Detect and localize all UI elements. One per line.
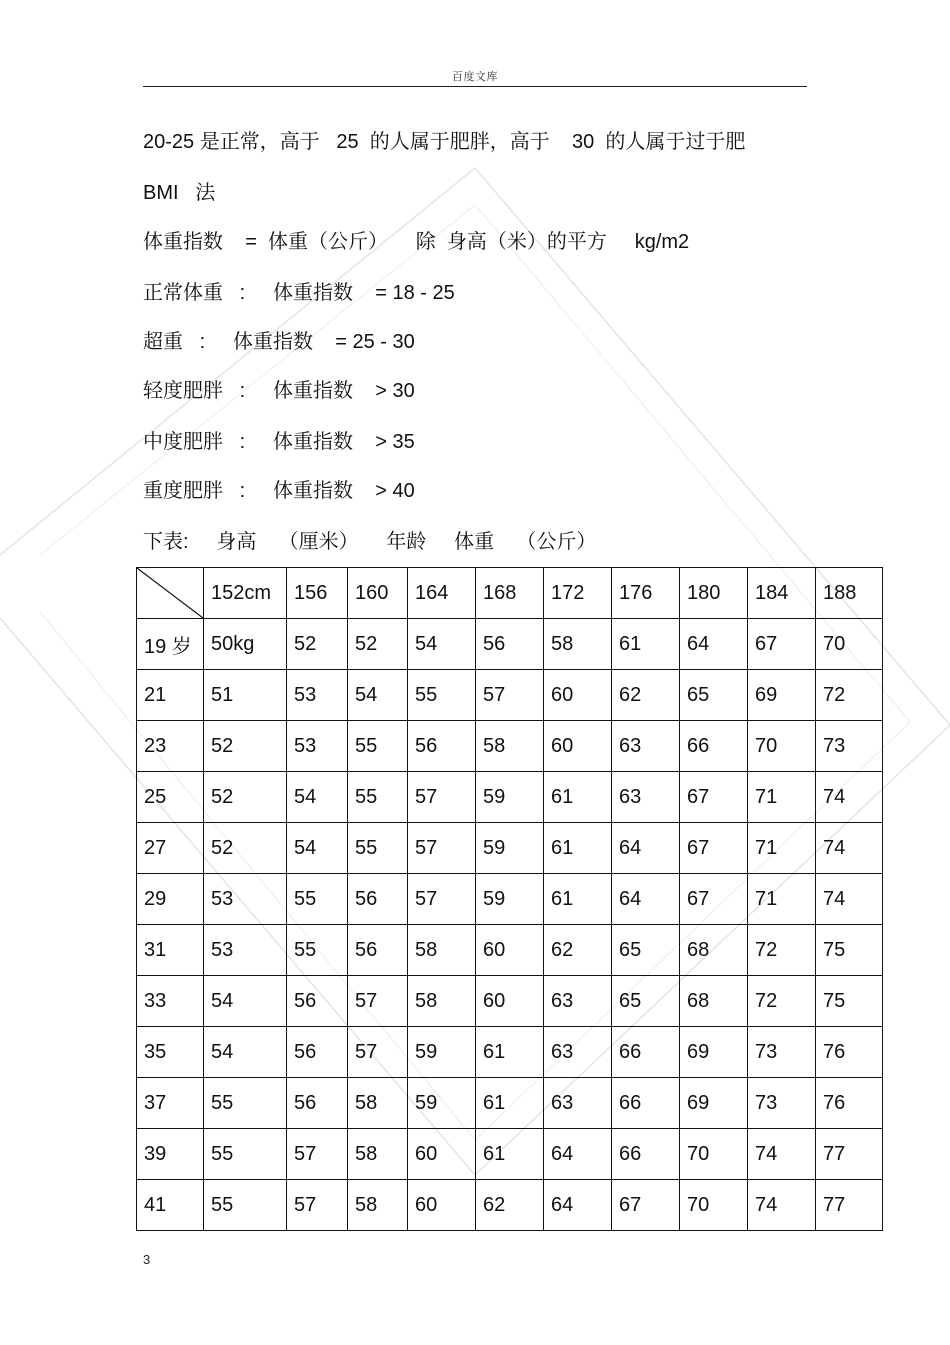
weight-cell: 60 <box>408 1129 476 1180</box>
weight-cell: 55 <box>204 1078 287 1129</box>
weight-cell: 66 <box>680 721 748 772</box>
weight-cell: 50kg <box>204 619 287 670</box>
weight-cell: 64 <box>544 1180 612 1231</box>
weight-cell: 65 <box>680 670 748 721</box>
table-row <box>137 670 883 721</box>
weight-cell: 58 <box>348 1078 408 1129</box>
weight-cell: 56 <box>476 619 544 670</box>
weight-cell: 54 <box>287 823 348 874</box>
weight-cell: 70 <box>680 1129 748 1180</box>
weight-cell: 57 <box>408 772 476 823</box>
weight-cell: 71 <box>748 823 816 874</box>
bmi-method-heading: BMI 法 <box>143 182 216 204</box>
weight-cell: 68 <box>680 925 748 976</box>
weight-cell: 63 <box>544 1078 612 1129</box>
table-row <box>137 1180 883 1231</box>
normal-weight-line: 正常体重 : 体重指数 = 18 - 25 <box>143 282 455 304</box>
weight-cell: 53 <box>204 874 287 925</box>
weight-cell: 76 <box>816 1027 883 1078</box>
weight-cell: 66 <box>612 1129 680 1180</box>
weight-cell: 51 <box>204 670 287 721</box>
height-header-cell: 180 <box>680 568 748 619</box>
weight-cell: 67 <box>680 823 748 874</box>
weight-cell: 57 <box>476 670 544 721</box>
weight-cell: 63 <box>544 976 612 1027</box>
weight-cell: 61 <box>544 823 612 874</box>
weight-cell: 54 <box>204 976 287 1027</box>
height-header-cell: 160 <box>348 568 408 619</box>
height-header-cell: 184 <box>748 568 816 619</box>
overweight-line: 超重 : 体重指数 = 25 - 30 <box>143 331 415 353</box>
weight-cell: 67 <box>680 874 748 925</box>
age-cell: 25 <box>137 772 204 823</box>
weight-cell: 61 <box>476 1027 544 1078</box>
weight-cell: 55 <box>348 721 408 772</box>
table-row <box>137 976 883 1027</box>
weight-cell: 73 <box>748 1027 816 1078</box>
table-row <box>137 823 883 874</box>
age-cell: 27 <box>137 823 204 874</box>
weight-cell: 61 <box>612 619 680 670</box>
weight-cell: 55 <box>204 1129 287 1180</box>
weight-cell: 63 <box>612 721 680 772</box>
severe-obesity-line: 重度肥胖 : 体重指数 > 40 <box>143 480 415 502</box>
corner-cell-diagonal <box>137 568 204 619</box>
weight-cell: 70 <box>748 721 816 772</box>
weight-cell: 72 <box>748 925 816 976</box>
weight-cell: 67 <box>612 1180 680 1231</box>
weight-cell: 61 <box>476 1129 544 1180</box>
table-row <box>137 721 883 772</box>
height-header-cell: 168 <box>476 568 544 619</box>
weight-cell: 59 <box>476 874 544 925</box>
weight-cell: 58 <box>408 925 476 976</box>
weight-cell: 75 <box>816 976 883 1027</box>
weight-cell: 61 <box>544 874 612 925</box>
weight-cell: 54 <box>348 670 408 721</box>
weight-cell: 54 <box>204 1027 287 1078</box>
moderate-obesity-line: 中度肥胖 : 体重指数 > 35 <box>143 431 415 453</box>
weight-cell: 67 <box>680 772 748 823</box>
weight-cell: 54 <box>408 619 476 670</box>
age-cell: 41 <box>137 1180 204 1231</box>
weight-cell: 74 <box>816 874 883 925</box>
weight-cell: 66 <box>612 1078 680 1129</box>
weight-cell: 71 <box>748 874 816 925</box>
weight-cell: 67 <box>748 619 816 670</box>
table-row <box>137 874 883 925</box>
weight-cell: 60 <box>544 670 612 721</box>
weight-cell: 58 <box>348 1129 408 1180</box>
page-number: 3 <box>143 1252 151 1267</box>
table-body <box>137 619 883 1231</box>
weight-cell: 58 <box>544 619 612 670</box>
weight-cell: 60 <box>476 976 544 1027</box>
table-row <box>137 1027 883 1078</box>
height-header-cell: 188 <box>816 568 883 619</box>
weight-cell: 62 <box>476 1180 544 1231</box>
weight-cell: 63 <box>544 1027 612 1078</box>
weight-cell: 69 <box>680 1027 748 1078</box>
weight-height-age-table <box>136 567 883 1231</box>
weight-cell: 71 <box>748 772 816 823</box>
weight-cell: 56 <box>408 721 476 772</box>
age-cell: 33 <box>137 976 204 1027</box>
weight-cell: 72 <box>748 976 816 1027</box>
weight-cell: 73 <box>816 721 883 772</box>
weight-cell: 56 <box>348 925 408 976</box>
weight-cell: 53 <box>287 670 348 721</box>
weight-cell: 57 <box>287 1180 348 1231</box>
weight-cell: 68 <box>680 976 748 1027</box>
weight-cell: 59 <box>408 1078 476 1129</box>
weight-cell: 58 <box>476 721 544 772</box>
weight-cell: 59 <box>476 772 544 823</box>
weight-cell: 55 <box>348 772 408 823</box>
weight-cell: 60 <box>544 721 612 772</box>
weight-cell: 57 <box>348 976 408 1027</box>
table-row <box>137 772 883 823</box>
weight-cell: 64 <box>612 823 680 874</box>
weight-cell: 77 <box>816 1129 883 1180</box>
weight-cell: 75 <box>816 925 883 976</box>
height-header-cell: 172 <box>544 568 612 619</box>
age-cell: 39 <box>137 1129 204 1180</box>
mild-obesity-line: 轻度肥胖 : 体重指数 > 30 <box>143 380 415 402</box>
weight-cell: 63 <box>612 772 680 823</box>
height-header-cell: 152cm <box>204 568 287 619</box>
weight-cell: 59 <box>476 823 544 874</box>
age-cell: 35 <box>137 1027 204 1078</box>
weight-cell: 61 <box>476 1078 544 1129</box>
age-cell: 31 <box>137 925 204 976</box>
weight-cell: 55 <box>348 823 408 874</box>
age-cell: 29 <box>137 874 204 925</box>
weight-cell: 52 <box>287 619 348 670</box>
table-row <box>137 925 883 976</box>
weight-cell: 57 <box>408 874 476 925</box>
weight-cell: 54 <box>287 772 348 823</box>
age-cell: 21 <box>137 670 204 721</box>
weight-cell: 64 <box>612 874 680 925</box>
table-header-row <box>137 568 883 619</box>
weight-cell: 59 <box>408 1027 476 1078</box>
weight-cell: 53 <box>287 721 348 772</box>
age-cell: 19 岁 <box>137 619 204 670</box>
weight-cell: 74 <box>748 1180 816 1231</box>
weight-cell: 62 <box>612 670 680 721</box>
weight-cell: 76 <box>816 1078 883 1129</box>
weight-cell: 74 <box>816 772 883 823</box>
weight-cell: 56 <box>287 1078 348 1129</box>
weight-cell: 56 <box>287 1027 348 1078</box>
weight-cell: 56 <box>287 976 348 1027</box>
height-header-cell: 176 <box>612 568 680 619</box>
weight-cell: 66 <box>612 1027 680 1078</box>
weight-cell: 74 <box>748 1129 816 1180</box>
weight-cell: 55 <box>287 874 348 925</box>
weight-cell: 65 <box>612 925 680 976</box>
header-rule <box>143 86 807 87</box>
table-row <box>137 1129 883 1180</box>
weight-cell: 57 <box>348 1027 408 1078</box>
weight-cell: 53 <box>204 925 287 976</box>
weight-cell: 77 <box>816 1180 883 1231</box>
weight-cell: 69 <box>680 1078 748 1129</box>
age-cell: 23 <box>137 721 204 772</box>
weight-cell: 58 <box>348 1180 408 1231</box>
weight-cell: 55 <box>204 1180 287 1231</box>
weight-cell: 55 <box>408 670 476 721</box>
weight-cell: 52 <box>204 721 287 772</box>
weight-cell: 72 <box>816 670 883 721</box>
weight-cell: 73 <box>748 1078 816 1129</box>
weight-cell: 60 <box>476 925 544 976</box>
weight-cell: 64 <box>680 619 748 670</box>
weight-cell: 60 <box>408 1180 476 1231</box>
header-title: 百度文库 <box>452 71 498 83</box>
weight-cell: 70 <box>680 1180 748 1231</box>
weight-cell: 52 <box>204 823 287 874</box>
weight-cell: 52 <box>348 619 408 670</box>
table-caption: 下表: 身高 （厘米） 年龄 体重 （公斤） <box>143 531 597 553</box>
weight-cell: 65 <box>612 976 680 1027</box>
weight-cell: 61 <box>544 772 612 823</box>
bmi-formula-line: 体重指数 = 体重（公斤） 除 身高（米）的平方 kg/m2 <box>143 231 690 253</box>
weight-cell: 69 <box>748 670 816 721</box>
weight-cell: 57 <box>408 823 476 874</box>
weight-cell: 52 <box>204 772 287 823</box>
age-cell: 37 <box>137 1078 204 1129</box>
weight-cell: 62 <box>544 925 612 976</box>
weight-cell: 55 <box>287 925 348 976</box>
diagonal-line-icon <box>137 568 203 618</box>
weight-cell: 56 <box>348 874 408 925</box>
weight-cell: 64 <box>544 1129 612 1180</box>
bmi-range-sentence: 20-25 是正常，高于 25 的人属于肥胖，高于 30 的人属于过于肥 <box>143 131 746 153</box>
table-row <box>137 1078 883 1129</box>
table-row <box>137 619 883 670</box>
weight-cell: 74 <box>816 823 883 874</box>
height-header-cell: 156 <box>287 568 348 619</box>
weight-cell: 58 <box>408 976 476 1027</box>
height-header-cell: 164 <box>408 568 476 619</box>
weight-cell: 57 <box>287 1129 348 1180</box>
weight-cell: 70 <box>816 619 883 670</box>
